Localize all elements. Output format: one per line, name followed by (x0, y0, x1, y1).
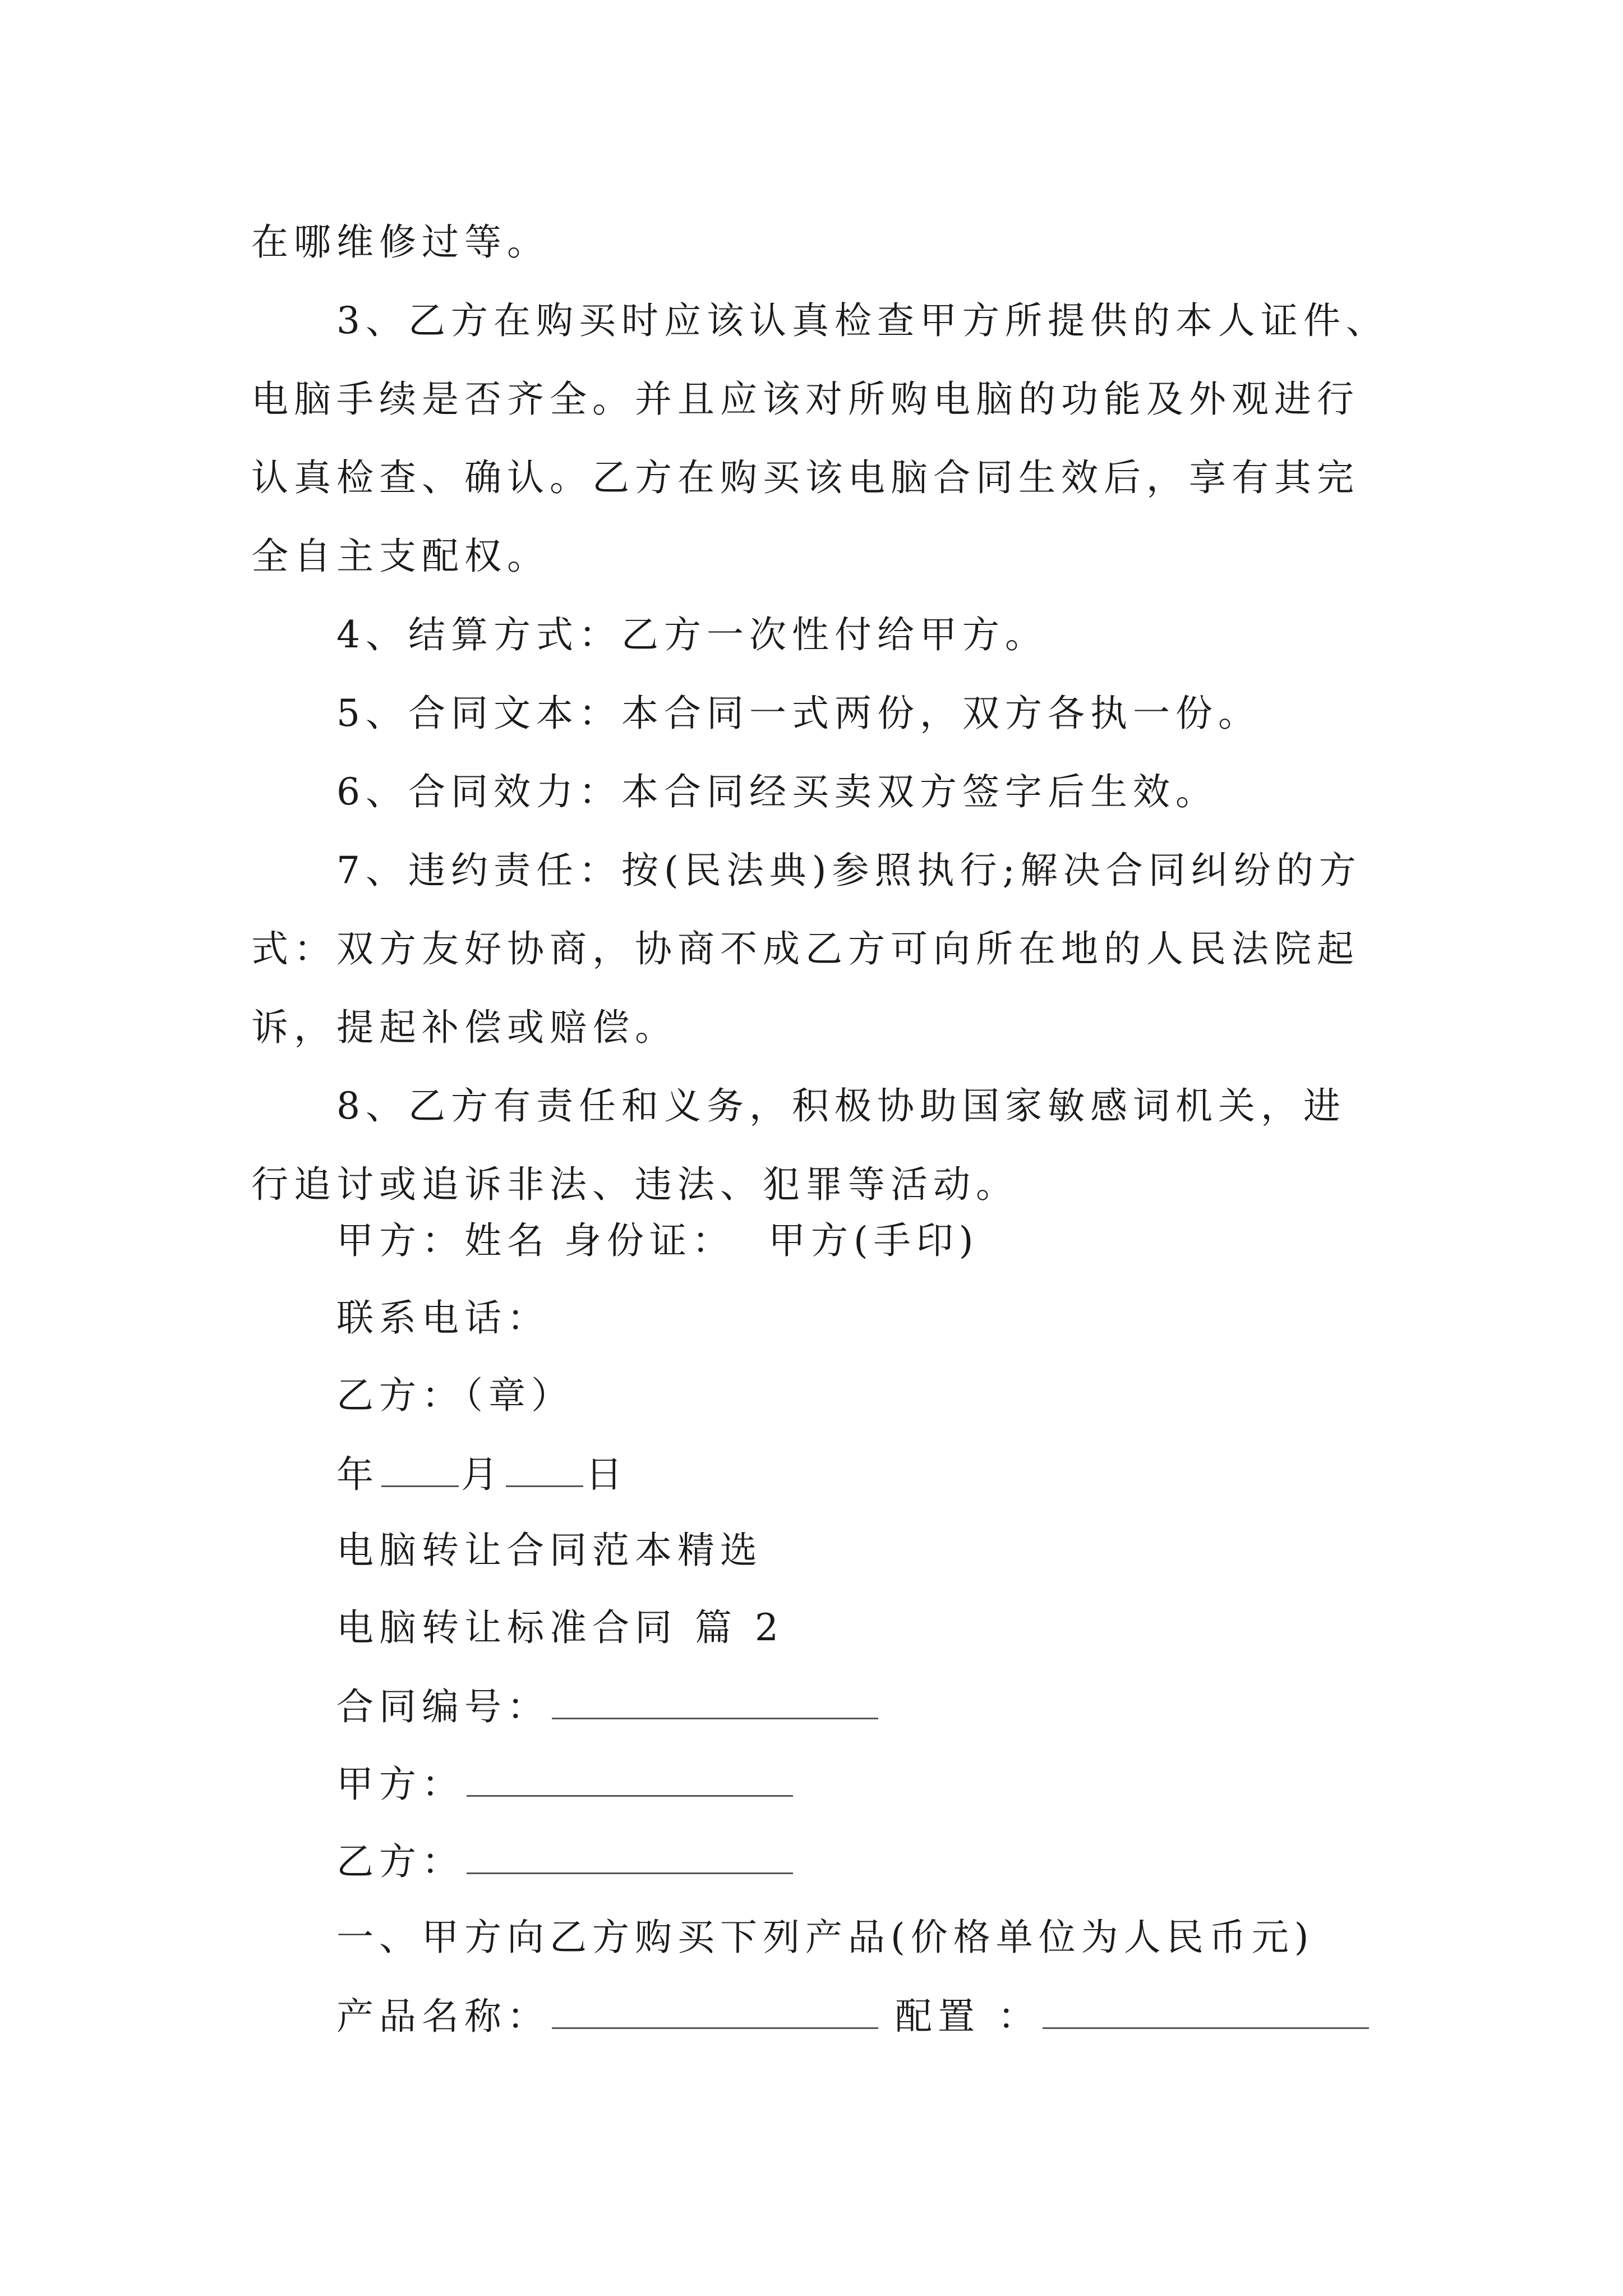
config-blank (1043, 1993, 1369, 2029)
party-b-label: 乙方： (336, 1840, 464, 1883)
party-a-signature-line (336, 1218, 979, 1263)
paragraph-line: 诉，提起补偿或赔偿。 (251, 1006, 677, 1049)
party-a-id-label: 身份证： (564, 1219, 735, 1262)
config-label: 配置 ： (895, 1995, 1040, 2038)
date-line (336, 1451, 628, 1496)
party-a-line (336, 1760, 795, 1805)
phone-label: 联系电话： (336, 1296, 550, 1340)
month-blank (381, 1451, 459, 1487)
party-b-line (336, 1838, 795, 1883)
product-line (336, 1993, 1371, 2037)
party-b-seal-label: 乙方：（章） (336, 1374, 574, 1417)
paragraph-line: 行追讨或追诉非法、违法、犯罪等活动。 (251, 1163, 1018, 1206)
clause-8-line: 8、乙方有责任和义务，积极协助国家敏感词机关，进 (336, 1084, 1346, 1128)
party-a-seal-label: 甲方(手印) (768, 1219, 979, 1262)
paragraph-line: 在哪维修过等。 (251, 220, 550, 264)
contract-number-line (336, 1683, 880, 1728)
paragraph-line: 式：双方友好协商，协商不成乙方可向所在地的人民法院起 (251, 927, 1359, 970)
product-name-label: 产品名称： (336, 1995, 550, 2038)
product-name-blank (552, 1993, 878, 2029)
clause-3-line: 3、乙方在购买时应该认真检查甲方所提供的本人证件、 (336, 299, 1389, 342)
contract-number-label: 合同编号： (336, 1685, 550, 1728)
party-a-label: 甲方： (336, 1763, 464, 1806)
section-subheading: 电脑转让标准合同 篇 2 (336, 1606, 784, 1649)
clause-5-line: 5、合同文本：本合同一式两份，双方各执一份。 (336, 692, 1261, 735)
paragraph-line: 认真检查、确认。乙方在购买该电脑合同生效后，享有其完 (251, 456, 1359, 499)
month-label: 月 (461, 1453, 504, 1496)
section-heading: 电脑转让合同范本精选 (336, 1529, 763, 1572)
contract-number-blank (552, 1683, 878, 1719)
party-a-name-label: 甲方：姓名 (336, 1219, 550, 1262)
paragraph-line: 全自主支配权。 (251, 535, 550, 578)
year-label: 年 (336, 1453, 379, 1496)
party-b-blank (467, 1838, 793, 1874)
clause-4-line: 4、结算方式：乙方一次性付给甲方。 (336, 613, 1048, 656)
clause-1-line: 一、甲方向乙方购买下列产品(价格单位为人民币元) (336, 1916, 1315, 1959)
day-blank (506, 1451, 583, 1487)
party-a-blank (467, 1760, 793, 1797)
clause-7-line: 7、违约责任：按(民法典)参照执行;解决合同纠纷的方 (336, 849, 1362, 892)
clause-6-line: 6、合同效力：本合同经买卖双方签字后生效。 (336, 770, 1218, 813)
day-label: 日 (585, 1453, 628, 1496)
paragraph-line: 电脑手续是否齐全。并且应该对所购电脑的功能及外观进行 (251, 378, 1359, 421)
